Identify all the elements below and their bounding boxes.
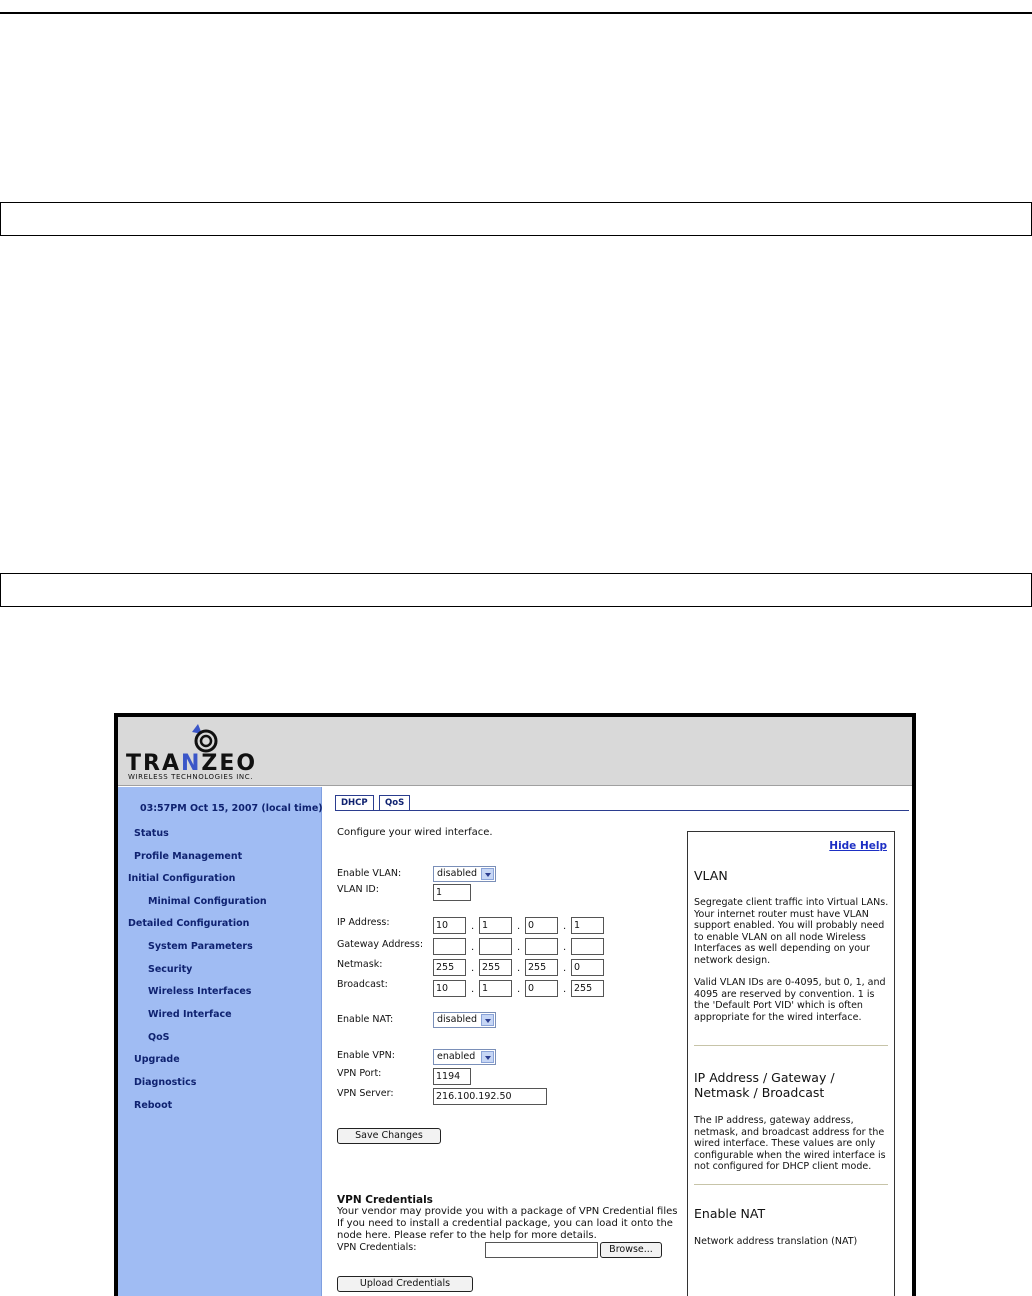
vpn-port-input[interactable]: 1194 — [433, 1068, 471, 1085]
ip-octet-1[interactable]: 10 — [433, 917, 466, 934]
sidebar-item-reboot[interactable]: Reboot — [134, 1100, 173, 1111]
help-text-vlan-ids: Valid VLAN IDs are 0-4095, but 0, 1, and 4095 are reserved by convention. 1 is the 'Default Port VID' which is often appropriate for the wired interface. — [694, 977, 886, 1023]
browse-button[interactable]: Browse... — [600, 1242, 662, 1258]
vpn-credentials-field-label: VPN Credentials: — [337, 1242, 417, 1253]
enable-nat-select[interactable] — [433, 1012, 496, 1028]
vpn-credentials-title: VPN Credentials — [337, 1194, 433, 1206]
sidebar-item-qos[interactable]: QoS — [148, 1032, 170, 1043]
broadcast-octet-4[interactable]: 255 — [571, 980, 604, 997]
vpn-credentials-text-1: Your vendor may provide you with a package of VPN Credential files — [337, 1206, 678, 1217]
ip-octet-4[interactable]: 1 — [571, 917, 604, 934]
vpn-port-label: VPN Port: — [337, 1068, 382, 1079]
header-banner — [118, 717, 912, 786]
sidebar-item-upgrade[interactable]: Upgrade — [134, 1054, 180, 1065]
vlan-id-label: VLAN ID: — [337, 884, 379, 895]
vpn-credentials-text-2: If you need to install a credential package, you can load it onto the — [337, 1218, 673, 1229]
gateway-label: Gateway Address: — [337, 939, 424, 950]
chevron-down-icon — [481, 1014, 494, 1026]
vpn-credentials-text-3: node here. Please refer to the help for more details. — [337, 1230, 597, 1241]
sidebar-item-minimal-configuration[interactable]: Minimal Configuration — [148, 896, 267, 907]
gateway-octet-3[interactable] — [525, 938, 558, 955]
netmask-octet-4[interactable]: 0 — [571, 959, 604, 976]
ip-octet-2[interactable]: 1 — [479, 917, 512, 934]
document-box-2 — [0, 573, 1032, 607]
gateway-dot: . — [563, 942, 567, 953]
sidebar-item-status[interactable]: Status — [134, 828, 169, 839]
enable-vpn-select[interactable] — [433, 1049, 496, 1065]
sidebar-item-wireless-interfaces[interactable]: Wireless Interfaces — [148, 986, 252, 997]
vlan-id-input[interactable]: 1 — [433, 884, 471, 901]
sidebar-item-detailed-configuration[interactable]: Detailed Configuration — [128, 918, 250, 929]
tab-underline — [335, 810, 909, 811]
ip-dot: . — [517, 921, 521, 932]
broadcast-dot: . — [471, 984, 475, 995]
document-box-1 — [0, 202, 1032, 236]
broadcast-octet-3[interactable]: 0 — [525, 980, 558, 997]
tranzeo-logo-icon — [186, 722, 220, 754]
router-screenshot — [114, 713, 916, 1296]
enable-nat-value: disabled — [437, 1014, 477, 1025]
ip-address-label: IP Address: — [337, 917, 390, 928]
netmask-dot: . — [517, 963, 521, 974]
ip-octet-3[interactable]: 0 — [525, 917, 558, 934]
sidebar-item-wired-interface[interactable]: Wired Interface — [148, 1009, 232, 1020]
enable-vpn-label: Enable VPN: — [337, 1050, 395, 1061]
help-text-vlan: Segregate client traffic into Virtual LANs. Your internet router must have VLAN support enabled. You will probably need to enable VLAN on all node Wireless Interfaces as well depending on your network design. — [694, 897, 889, 966]
gateway-dot: . — [471, 942, 475, 953]
help-heading-vlan: VLAN — [694, 868, 728, 883]
netmask-label: Netmask: — [337, 959, 383, 970]
help-heading-ip: IP Address / Gateway / Netmask / Broadcast — [694, 1070, 835, 1100]
netmask-octet-3[interactable]: 255 — [525, 959, 558, 976]
netmask-dot: . — [471, 963, 475, 974]
broadcast-label: Broadcast: — [337, 979, 388, 990]
gateway-octet-1[interactable] — [433, 938, 466, 955]
enable-vpn-value: enabled — [437, 1051, 476, 1062]
sidebar-item-profile-management[interactable]: Profile Management — [134, 851, 243, 862]
top-rule — [0, 12, 1032, 14]
vpn-server-label: VPN Server: — [337, 1088, 394, 1099]
sidebar-item-security[interactable]: Security — [148, 964, 193, 975]
main-content — [323, 787, 912, 1296]
upload-credentials-button[interactable]: Upload Credentials — [337, 1276, 473, 1292]
sidebar-item-initial-configuration[interactable]: Initial Configuration — [128, 873, 236, 884]
chevron-down-icon — [481, 868, 494, 880]
gateway-dot: . — [517, 942, 521, 953]
help-divider — [694, 1045, 888, 1046]
intro-text: Configure your wired interface. — [337, 827, 493, 838]
broadcast-dot: . — [563, 984, 567, 995]
enable-vlan-value: disabled — [437, 868, 477, 879]
vpn-credentials-file-input[interactable] — [485, 1242, 598, 1258]
ip-dot: . — [563, 921, 567, 932]
logo-wordmark: TRANZEO — [126, 751, 258, 776]
sidebar — [118, 787, 322, 1296]
help-text-ip: The IP address, gateway address, netmask, and broadcast address for the wired interface. These values are only configurable when the wired interface is not configured for DHCP client mode. — [694, 1115, 886, 1173]
broadcast-octet-1[interactable]: 10 — [433, 980, 466, 997]
ip-dot: . — [471, 921, 475, 932]
help-text-nat: Network address translation (NAT) — [694, 1236, 858, 1247]
help-panel — [687, 831, 895, 1296]
hide-help-link[interactable]: Hide Help — [829, 840, 887, 852]
logo-tagline: WIRELESS TECHNOLOGIES INC. — [128, 773, 254, 781]
netmask-dot: . — [563, 963, 567, 974]
tab-dhcp[interactable]: DHCP — [335, 795, 374, 810]
netmask-octet-2[interactable]: 255 — [479, 959, 512, 976]
local-time: 03:57PM Oct 15, 2007 (local time) — [140, 803, 323, 814]
help-divider — [694, 1184, 888, 1185]
vpn-server-input[interactable]: 216.100.192.50 — [433, 1088, 547, 1105]
enable-vlan-label: Enable VLAN: — [337, 868, 402, 879]
gateway-octet-4[interactable] — [571, 938, 604, 955]
sidebar-item-diagnostics[interactable]: Diagnostics — [134, 1077, 197, 1088]
save-changes-button[interactable]: Save Changes — [337, 1128, 441, 1144]
sidebar-item-system-parameters[interactable]: System Parameters — [148, 941, 253, 952]
chevron-down-icon — [481, 1051, 494, 1063]
netmask-octet-1[interactable]: 255 — [433, 959, 466, 976]
gateway-octet-2[interactable] — [479, 938, 512, 955]
enable-vlan-select[interactable] — [433, 866, 496, 882]
enable-nat-label: Enable NAT: — [337, 1014, 394, 1025]
help-heading-nat: Enable NAT — [694, 1206, 766, 1221]
tab-qos[interactable]: QoS — [379, 795, 410, 810]
broadcast-octet-2[interactable]: 1 — [479, 980, 512, 997]
broadcast-dot: . — [517, 984, 521, 995]
